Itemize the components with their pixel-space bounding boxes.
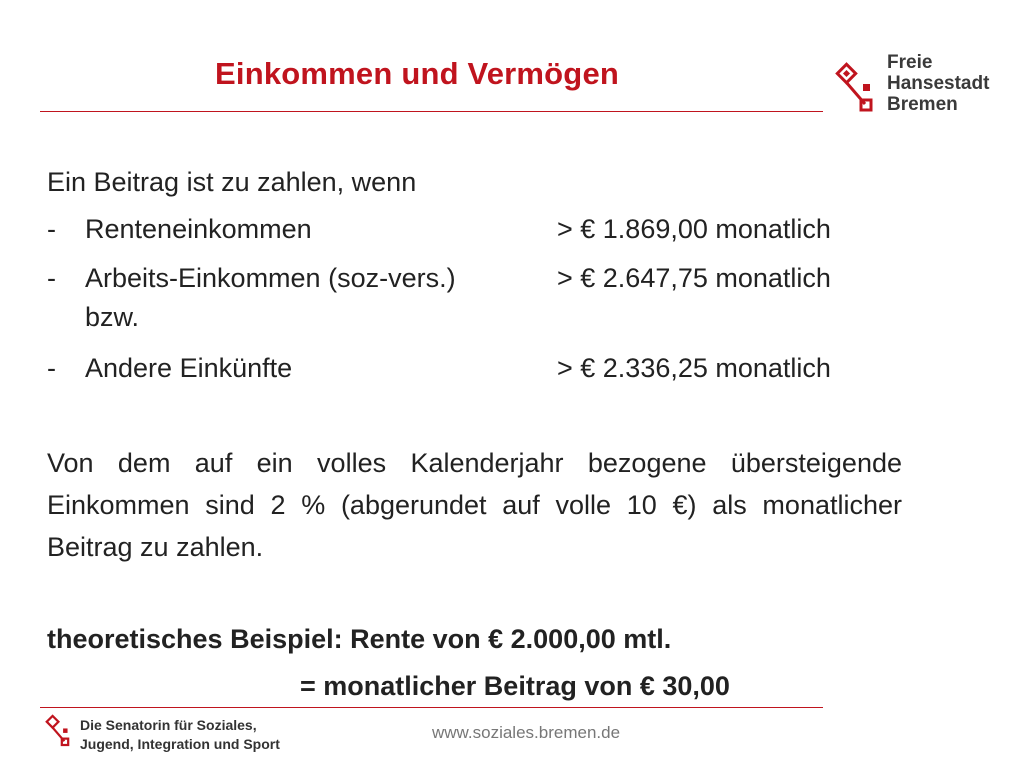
logo-text-hansestadt: Hansestadt: [887, 73, 990, 94]
condition-label: Andere Einkünfte: [85, 353, 293, 383]
contribution-paragraph: Von dem auf ein volles Kalenderjahr bezogene übersteigende Einkommen sind 2 % (abgerundet auf volle 10 €) als monatlicher Beitrag zu zahlen.: [47, 448, 902, 562]
footer-url[interactable]: www.soziales.bremen.de: [432, 723, 621, 742]
condition-row: [47, 353, 907, 387]
condition-row: [47, 214, 907, 248]
logo-text-bremen: Bremen: [887, 94, 958, 115]
footer-org-line: Jugend, Integration und Sport: [80, 736, 280, 752]
slide-title: Einkommen und Vermögen: [215, 56, 620, 91]
bullet-dash: -: [47, 214, 56, 244]
footer-key-icon: [44, 713, 72, 754]
example-result: = monatlicher Beitrag von € 30,00: [300, 671, 730, 701]
footer-org-line: Die Senatorin für Soziales,: [80, 717, 257, 733]
bremen-key-icon: [833, 60, 877, 116]
condition-amount: > € 1.869,00 monatlich: [557, 214, 831, 244]
bremen-logo: [833, 52, 1008, 122]
title-divider: [40, 111, 823, 112]
bullet-dash: -: [47, 263, 56, 293]
condition-continuation: bzw.: [85, 302, 140, 332]
intro-text: Ein Beitrag ist zu zahlen, wenn: [47, 167, 417, 197]
footer-divider: [40, 707, 823, 708]
condition-amount: > € 2.336,25 monatlich: [557, 353, 831, 383]
condition-row: [47, 263, 907, 297]
footer-organization: [80, 716, 280, 754]
logo-text-freie: Freie: [887, 52, 933, 73]
condition-label: Renteneinkommen: [85, 214, 312, 244]
condition-label: Arbeits-Einkommen (soz-vers.): [85, 263, 456, 293]
example-heading: theoretisches Beispiel: Rente von € 2.000,00 mtl.: [47, 624, 672, 654]
bullet-dash: -: [47, 353, 56, 383]
condition-amount: > € 2.647,75 monatlich: [557, 263, 831, 293]
